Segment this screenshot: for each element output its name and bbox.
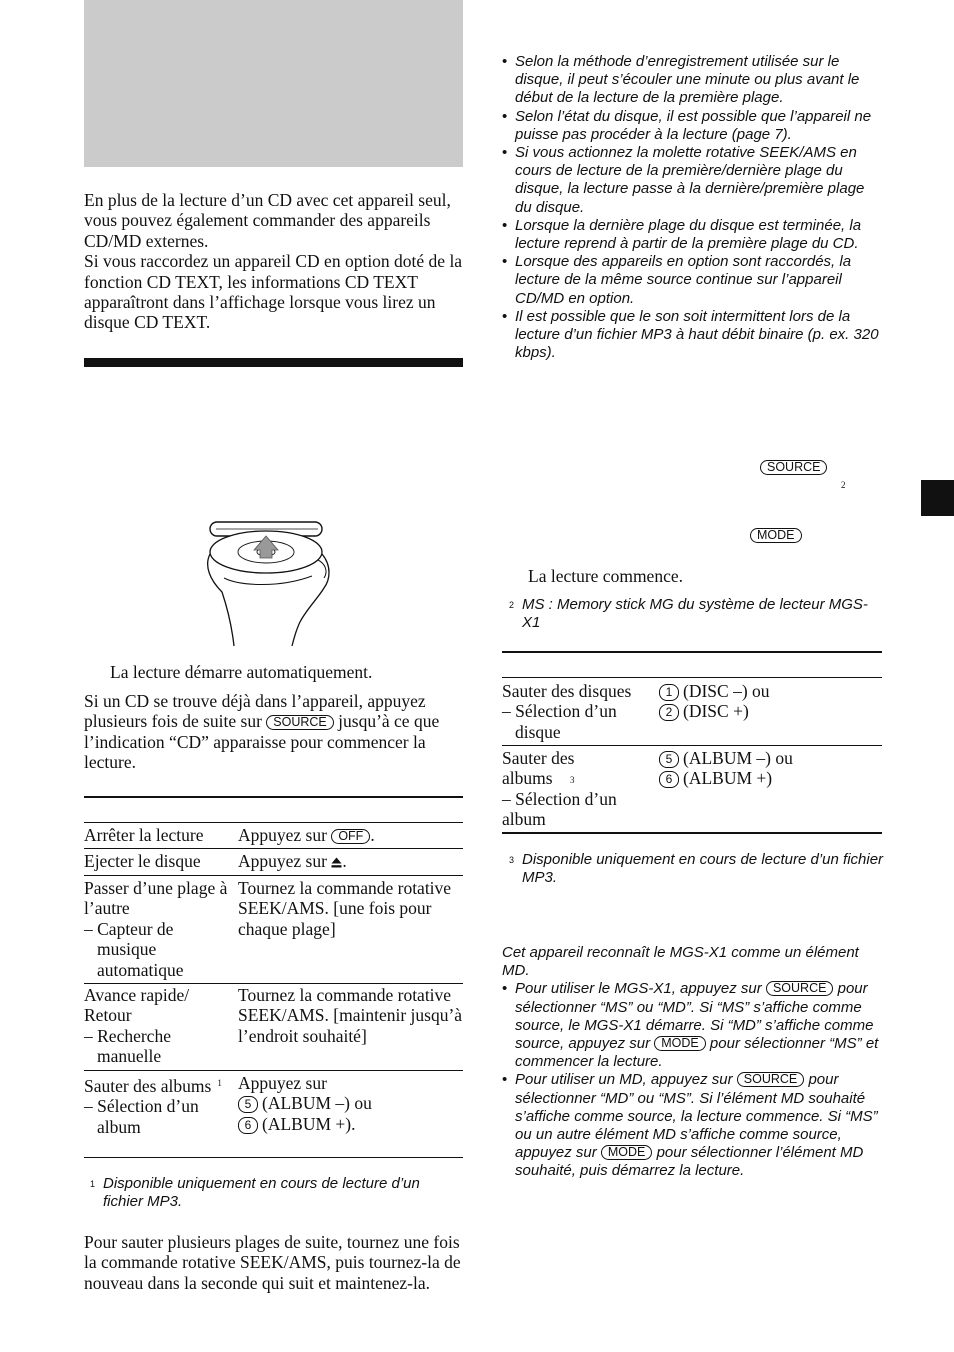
table-row-press: Appuyez sur 5 (ALBUM –) ou 6 (ALBUM +).: [238, 1073, 372, 1134]
title-box: [84, 0, 463, 167]
table-row-action: Arrêter la lecture: [84, 825, 204, 845]
button-5[interactable]: 5: [659, 751, 679, 768]
table-rule-bottom: [502, 832, 882, 834]
button-1[interactable]: 1: [659, 684, 679, 701]
table-rule: [84, 848, 463, 849]
table-row-action: Avance rapide/ Retour – Recherche manuelle: [84, 985, 190, 1067]
note-item: • Selon la méthode d’enregistrement utilisée sur le disque, il peut s’écouler une minute ou plus avant le début de la lecture de la première plage.: [502, 53, 884, 108]
md-instruction: • Pour utiliser un MD, appuyez sur SOURCE pour sélectionner “MD” ou “MS”. Si l’élément MD souhaité s’affiche comme source, la lecture commence. Si “MS” ou un autre élément MD s’affiche comme source, appuyez sur MODE pour sélectionner l’élément MD souhaité, puis démarrez la lecture.: [502, 1071, 884, 1180]
section-bar: [84, 358, 463, 367]
footnote-1: 1 Disponible uniquement en cours de lecture d’un fichier MP3.: [90, 1175, 420, 1211]
table-row-action: Ejecter le disque: [84, 851, 201, 871]
note-item: • Lorsque des appareils en option sont raccordés, la lecture de la même source continue sur l’appareil CD/MD en option.: [502, 253, 884, 308]
table-rule: [84, 1070, 463, 1071]
already-inserted-text: Si un CD se trouve déjà dans l’appareil, appuyez plusieurs fois de suite sur SOURCE jusqu’à ce que l’indication “CD” apparaisse pour commencer la lecture.: [84, 691, 440, 773]
mgs-section: [502, 944, 884, 1181]
intro-text: [84, 190, 466, 333]
note-item: • Selon l’état du disque, il est possible que l’appareil ne puisse pas procéder à la lecture (page 7).: [502, 108, 884, 144]
table-rule: [502, 677, 882, 678]
playback-begins: La lecture commence.: [528, 566, 683, 586]
cd-insert-illustration: [200, 518, 340, 650]
table-row-action: Sauter des albums 3 – Sélection d’un album: [502, 748, 617, 830]
table-row-press: Tournez la commande rotative SEEK/AMS. [une fois pour chaque plage]: [238, 878, 452, 939]
button-6[interactable]: 6: [659, 771, 679, 788]
note-item: • Lorsque la dernière plage du disque est terminée, la lecture reprend à partir de la première plage du CD.: [502, 217, 884, 253]
table-rule: [84, 983, 463, 984]
table-row-action: Sauter des albums $^1$ – Sélection d’un album: [84, 1076, 222, 1137]
note-item: • Il est possible que le son soit intermittent lors de la lecture d’un fichier MP3 à haut débit binaire (p. ex. 320 kbps).: [502, 308, 884, 363]
button-2[interactable]: 2: [659, 704, 679, 721]
source-button[interactable]: SOURCE: [266, 715, 333, 730]
table-rule: [84, 875, 463, 876]
table-rule-top: [84, 796, 463, 798]
autoplay-text: La lecture démarre automatiquement.: [110, 662, 373, 682]
table-row-press: Appuyez sur OFF .: [238, 825, 375, 845]
button-5[interactable]: 5: [238, 1096, 258, 1113]
skip-tip: Pour sauter plusieurs plages de suite, tournez une fois la commande rotative SEEK/AMS, puis tournez-la de nouveau dans la seconde qui suit et maintenez-la.: [84, 1232, 461, 1293]
button-6[interactable]: 6: [238, 1117, 258, 1134]
table-row-press: Tournez la commande rotative SEEK/AMS. [maintenir jusqu’à l’endroit souhaité]: [238, 985, 463, 1046]
table-rule: [502, 745, 882, 746]
source-button[interactable]: SOURCE: [737, 1072, 804, 1087]
table-rule-top: [502, 651, 882, 653]
table-rule: [84, 822, 463, 823]
source-superscript: 2: [841, 480, 846, 490]
table-rule-bottom: [84, 1157, 463, 1158]
intro-paragraph-1: En plus de la lecture d’un CD avec cet appareil seul, vous pouvez également commander des appareils CD/MD externes.: [84, 190, 451, 251]
source-button[interactable]: SOURCE: [760, 460, 827, 475]
note-item: • Si vous actionnez la molette rotative SEEK/AMS en cours de lecture de la première/dernière plage du disque, la lecture passe à la dernière/première plage du disque.: [502, 144, 884, 217]
table-row-action: Sauter des disques – Sélection d’un disque: [502, 681, 632, 742]
mgs-instruction: • Pour utiliser le MGS-X1, appuyez sur SOURCE pour sélectionner “MS” ou “MD”. Si “MS” s’affiche comme source, le MGS-X1 démarre. Si “MD” s’affiche comme source, appuyez sur MODE pour sélectionner “MS” et commencer la lecture.: [502, 980, 884, 1071]
mode-button[interactable]: MODE: [601, 1145, 653, 1160]
footnote-2: 2 MS : Memory stick MG du système de lecteur MGS-X1: [509, 596, 868, 632]
table-row-action: Passer d’une plage à l’autre – Capteur de musique automatique: [84, 878, 228, 980]
mgs-intro: Cet appareil reconnaît le MGS-X1 comme un élément MD.: [502, 944, 859, 980]
mode-button[interactable]: MODE: [750, 528, 802, 543]
table-row-press: Appuyez sur .: [238, 851, 347, 871]
intro-paragraph-2: Si vous raccordez un appareil CD en option doté de la fonction CD TEXT, les informations CD TEXT apparaîtront dans l’affichage lorsque vous lirez un disque CD TEXT.: [84, 251, 463, 333]
footnote-3: 3 Disponible uniquement en cours de lecture d’un fichier MP3.: [509, 851, 884, 887]
table-row-press: 1 (DISC –) ou 2 (DISC +): [659, 681, 881, 722]
notes-list: [502, 53, 884, 362]
table-row-press: 5 (ALBUM –) ou 6 (ALBUM +): [659, 748, 881, 789]
off-button[interactable]: OFF: [331, 829, 370, 844]
mode-button[interactable]: MODE: [654, 1036, 706, 1051]
eject-icon: [331, 852, 342, 863]
source-button[interactable]: SOURCE: [766, 981, 833, 996]
edge-tab: [921, 480, 954, 516]
